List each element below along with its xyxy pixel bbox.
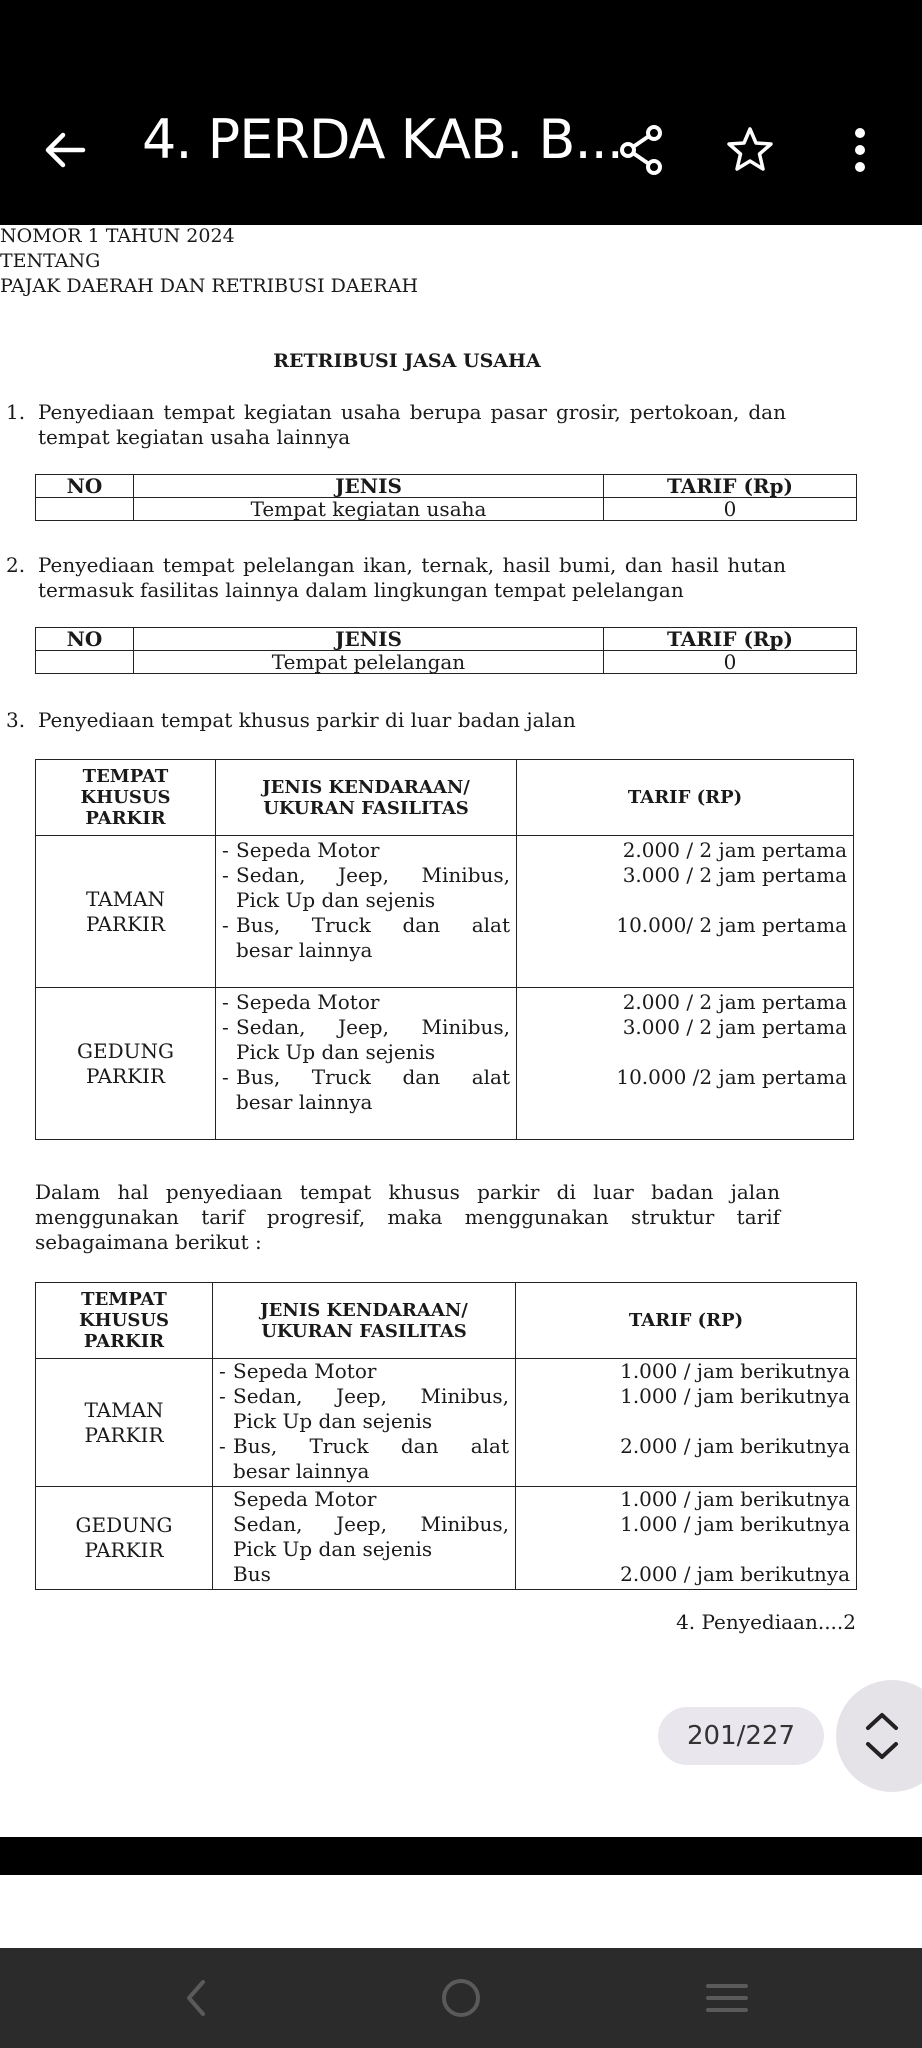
cell-jenis: Tempat pelelangan (134, 651, 604, 674)
cell-tarif (517, 988, 854, 1140)
header-tentang: TENTANG (0, 250, 101, 272)
cell-jenis (213, 1487, 516, 1590)
item-number: 1. (6, 400, 26, 424)
item-1 (6, 400, 786, 452)
vehicle-motor: Sepeda Motor (236, 990, 380, 1014)
cell-no (36, 651, 134, 674)
tarif-line: 2.000 / 2 jam pertama (622, 838, 847, 862)
vehicle-sedan-cont: Pick Up dan sejenis (236, 1040, 436, 1064)
place-line: PARKIR (84, 1538, 164, 1562)
bullet-dash: - (219, 1434, 226, 1458)
vehicle-sedan-cont: Pick Up dan sejenis (236, 888, 436, 912)
table-row (36, 836, 854, 988)
cell-jenis (216, 988, 517, 1140)
nav-back-icon[interactable] (166, 1970, 226, 2026)
nav-recents-icon[interactable] (697, 1970, 757, 2026)
table-row (36, 498, 857, 521)
bullet-dash: - (222, 863, 229, 887)
cell-tempat (36, 1359, 213, 1487)
more-vert-icon[interactable] (840, 120, 880, 180)
cell-tarif (516, 1487, 857, 1590)
item-3 (6, 708, 786, 734)
vehicle-motor: Sepeda Motor (233, 1487, 377, 1511)
vehicle-sedan: Sedan, Jeep, Minibus, (236, 863, 510, 887)
col-jenis: JENIS (134, 628, 604, 651)
table-row (36, 1359, 857, 1487)
chevron-up-down-icon (864, 1710, 900, 1762)
col-jenis: JENIS KENDARAAN/ UKURAN FASILITAS (216, 760, 517, 836)
item-number: 2. (6, 553, 26, 577)
vehicle-sedan: Sedan, Jeep, Minibus, (233, 1384, 509, 1408)
cell-tempat (36, 988, 216, 1140)
tarif-line: 1.000 / jam berikutnya (620, 1487, 850, 1511)
cell-tarif: 0 (604, 651, 857, 674)
place-line: GEDUNG (77, 1038, 174, 1063)
share-icon[interactable] (612, 120, 672, 180)
vehicle-motor: Sepeda Motor (233, 1359, 377, 1383)
nav-home-icon[interactable] (431, 1970, 491, 2026)
system-nav-bar (0, 1948, 922, 2048)
col-tarif: TARIF (Rp) (604, 475, 857, 498)
cell-tempat (36, 1487, 213, 1590)
tarif-line: 1.000 / jam berikutnya (620, 1512, 850, 1536)
vehicle-sedan: Sedan, Jeep, Minibus, (236, 1015, 510, 1039)
tarif-line: 2.000 / jam berikutnya (620, 1562, 850, 1586)
place-line: TAMAN (84, 1397, 164, 1422)
item-text: Penyediaan tempat khusus parkir di luar badan jalan (38, 708, 576, 732)
place-line: PARKIR (84, 1422, 164, 1447)
document-page (0, 225, 922, 1837)
tarif-line: 3.000 / 2 jam pertama (622, 863, 847, 887)
header-subject: PAJAK DAERAH DAN RETRIBUSI DAERAH (0, 275, 419, 297)
vehicle-bus: Bus, Truck dan alat (236, 1065, 510, 1089)
section-title: RETRIBUSI JASA USAHA (273, 350, 541, 372)
cell-no (36, 498, 134, 521)
col-tempat: TEMPAT KHUSUS PARKIR (36, 760, 216, 836)
cell-tarif (516, 1359, 857, 1487)
item-2 (6, 553, 786, 605)
table-1 (35, 474, 857, 521)
header-nomor: NOMOR 1 TAHUN 2024 (0, 225, 235, 247)
table-4 (35, 1282, 857, 1590)
next-page-reference: 4. Penyediaan....2 (676, 1610, 856, 1634)
bullet-dash: - (222, 1015, 229, 1039)
table-row (36, 1487, 857, 1590)
tarif-line: 2.000 / jam berikutnya (620, 1434, 850, 1458)
col-tarif: TARIF (Rp) (604, 628, 857, 651)
bullet-dash: - (219, 1384, 226, 1408)
bullet-dash: - (222, 990, 229, 1014)
item-number: 3. (6, 708, 26, 732)
item-text: Penyediaan tempat kegiatan usaha berupa pasar grosir, pertokoan, dan tempat kegiatan usaha lainnya (38, 400, 786, 449)
tarif-line: 1.000 / jam berikutnya (620, 1384, 850, 1408)
bullet-dash: - (219, 1359, 226, 1383)
col-tarif: TARIF (RP) (516, 1283, 857, 1359)
vehicle-sedan: Sedan, Jeep, Minibus, (233, 1512, 509, 1536)
tarif-line: 3.000 / 2 jam pertama (622, 1015, 847, 1039)
bullet-dash: - (222, 913, 229, 937)
vehicle-bus-cont: besar lainnya (236, 1090, 373, 1114)
place-line: PARKIR (85, 1063, 166, 1088)
bullet-dash: - (222, 838, 229, 862)
vehicle-bus: Bus, Truck dan alat (233, 1434, 509, 1458)
tarif-line: 10.000/ 2 jam pertama (616, 913, 847, 937)
tarif-line: 2.000 / 2 jam pertama (622, 990, 847, 1014)
vehicle-bus: Bus, Truck dan alat (236, 913, 510, 937)
star-icon[interactable] (720, 120, 780, 180)
vehicle-bus-cont: besar lainnya (236, 938, 373, 962)
vehicle-bus: Bus (233, 1562, 271, 1586)
place-line: GEDUNG (75, 1513, 173, 1537)
col-jenis: JENIS (134, 475, 604, 498)
document-title: 4. PERDA KAB. B... (142, 108, 623, 171)
app-bar (0, 0, 922, 225)
tarif-line: 1.000 / jam berikutnya (620, 1359, 850, 1383)
back-arrow-icon[interactable] (40, 120, 90, 180)
progressive-paragraph: Dalam hal penyediaan tempat khusus parkir di luar badan jalan menggunakan tarif progresif, maka menggunakan struktur tarif sebagaimana berikut : (35, 1180, 780, 1254)
col-jenis: JENIS KENDARAAN/ UKURAN FASILITAS (213, 1283, 516, 1359)
cell-tarif: 0 (604, 498, 857, 521)
cell-tarif (517, 836, 854, 988)
place-line: TAMAN (85, 886, 166, 911)
vehicle-sedan-cont: Pick Up dan sejenis (233, 1409, 433, 1433)
table-3 (35, 759, 854, 1140)
cell-jenis (213, 1359, 516, 1487)
item-text: Penyediaan tempat pelelangan ikan, ternak, hasil bumi, dan hasil hutan termasuk fasilitas lainnya dalam lingkungan tempat pelelangan (38, 553, 786, 602)
cell-tempat (36, 836, 216, 988)
page-indicator: 201/227 (658, 1707, 824, 1765)
table-row (36, 988, 854, 1140)
table-row (36, 651, 857, 674)
bullet-dash: - (222, 1065, 229, 1089)
bottom-toolbar-strip (0, 1837, 922, 1875)
col-no: NO (36, 475, 134, 498)
col-tarif: TARIF (RP) (517, 760, 854, 836)
place-line: PARKIR (85, 911, 166, 936)
vehicle-motor: Sepeda Motor (236, 838, 380, 862)
tarif-line: 10.000 /2 jam pertama (616, 1065, 847, 1089)
vehicle-sedan-cont: Pick Up dan sejenis (233, 1537, 433, 1561)
cell-jenis (216, 836, 517, 988)
cell-jenis: Tempat kegiatan usaha (134, 498, 604, 521)
table-2 (35, 627, 857, 674)
col-tempat: TEMPAT KHUSUS PARKIR (36, 1283, 213, 1359)
col-no: NO (36, 628, 134, 651)
vehicle-bus-cont: besar lainnya (233, 1459, 370, 1483)
